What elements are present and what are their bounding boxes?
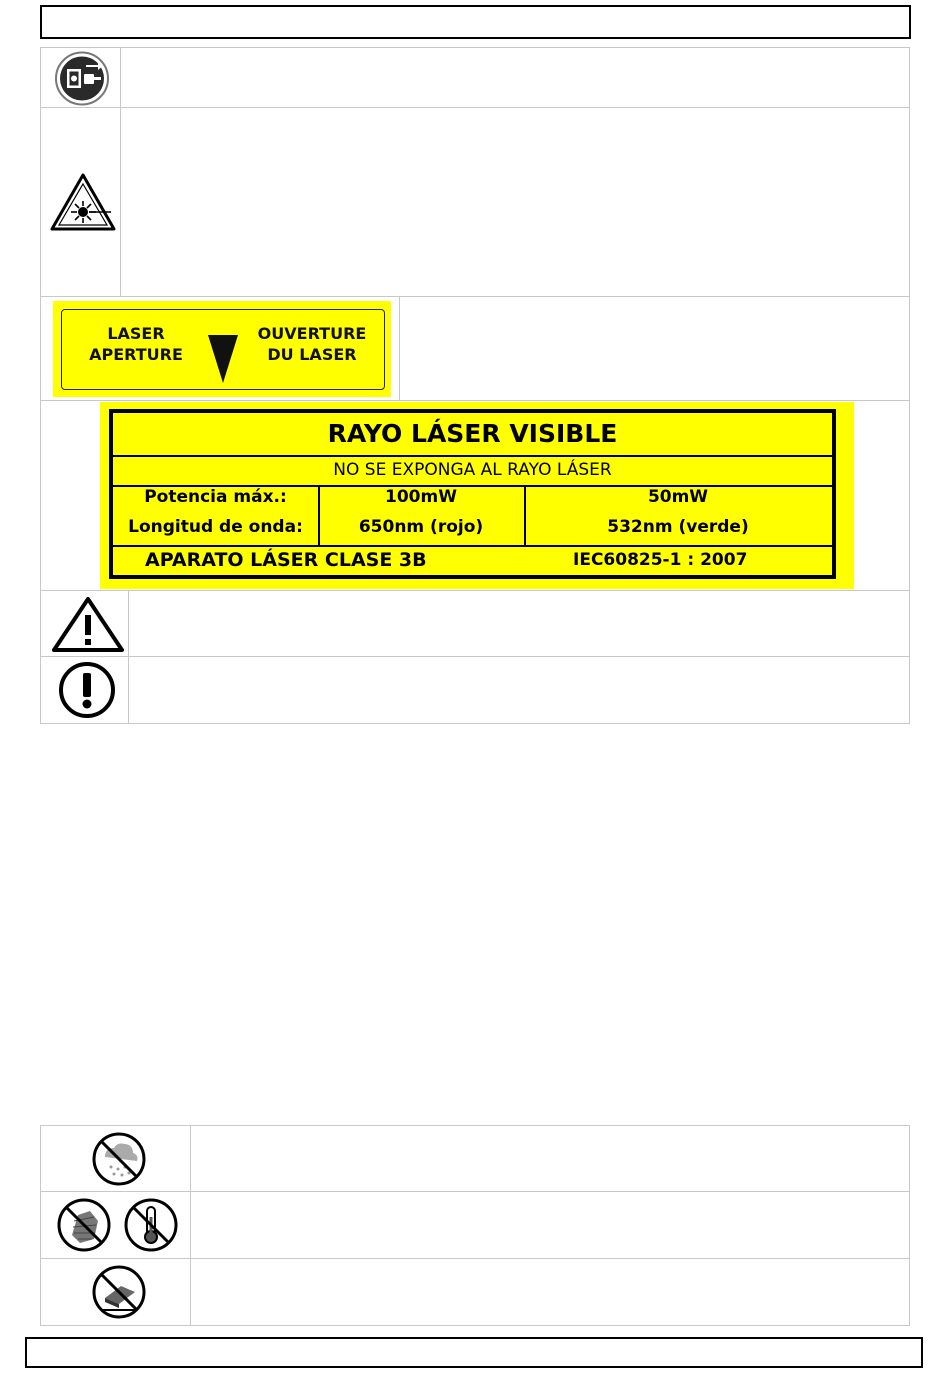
col-divider: [399, 296, 400, 400]
page-header-box: [40, 5, 911, 39]
spec-green-cell: [524, 485, 832, 545]
no-dust-icon: [56, 1197, 112, 1253]
power-label: Potencia máx.:: [144, 487, 287, 507]
page-footer-box: [25, 1337, 923, 1368]
spec-title: RAYO LÁSER VISIBLE: [113, 413, 832, 457]
green-wavelength: 532nm (verde): [607, 517, 749, 537]
laser-class-text: APARATO LÁSER CLASE 3B: [145, 549, 427, 571]
spec-label-border: [109, 409, 836, 579]
laser-spec-label: [100, 402, 854, 589]
row-divider: [40, 656, 910, 657]
red-power: 100mW: [385, 487, 457, 507]
no-shock-icon: [91, 1264, 147, 1320]
col-divider: [128, 590, 129, 724]
wavelength-label: Longitud de onda:: [128, 517, 303, 537]
spec-footer-row: [113, 545, 832, 575]
caution-triangle-icon: [51, 595, 125, 653]
aperture-left-text: [71, 323, 201, 365]
col-divider: [190, 1125, 191, 1326]
red-wavelength: 650nm (rojo): [358, 517, 484, 537]
unplug-icon: [53, 51, 111, 106]
row-divider: [40, 400, 910, 401]
attention-circle-icon: [57, 661, 117, 719]
aperture-right-line1: OUVERTURE: [257, 324, 367, 343]
col-divider: [120, 47, 121, 296]
laser-warning-icon: [49, 172, 117, 232]
no-extreme-heat-icon: [123, 1197, 179, 1253]
row-divider: [40, 1191, 910, 1192]
no-rain-moisture-icon: [91, 1131, 147, 1187]
down-arrow-icon: [206, 333, 240, 385]
row-divider: [40, 107, 910, 108]
row-divider: [40, 296, 910, 297]
row-divider: [40, 1258, 910, 1259]
standard-text: IEC60825-1 : 2007: [573, 550, 748, 570]
aperture-left-line2: APERTURE: [89, 345, 183, 364]
spec-red-cell: [318, 485, 526, 545]
spec-subtitle: NO SE EXPONGA AL RAYO LÁSER: [113, 455, 832, 487]
aperture-left-line1: LASER: [107, 324, 165, 343]
green-power: 50mW: [647, 487, 709, 507]
spec-labels-cell: [113, 485, 320, 545]
row-divider: [40, 590, 910, 591]
aperture-right-text: [245, 323, 379, 365]
aperture-right-line2: DU LASER: [267, 345, 357, 364]
laser-aperture-label: [53, 301, 391, 397]
spec-values-row: [113, 485, 832, 547]
